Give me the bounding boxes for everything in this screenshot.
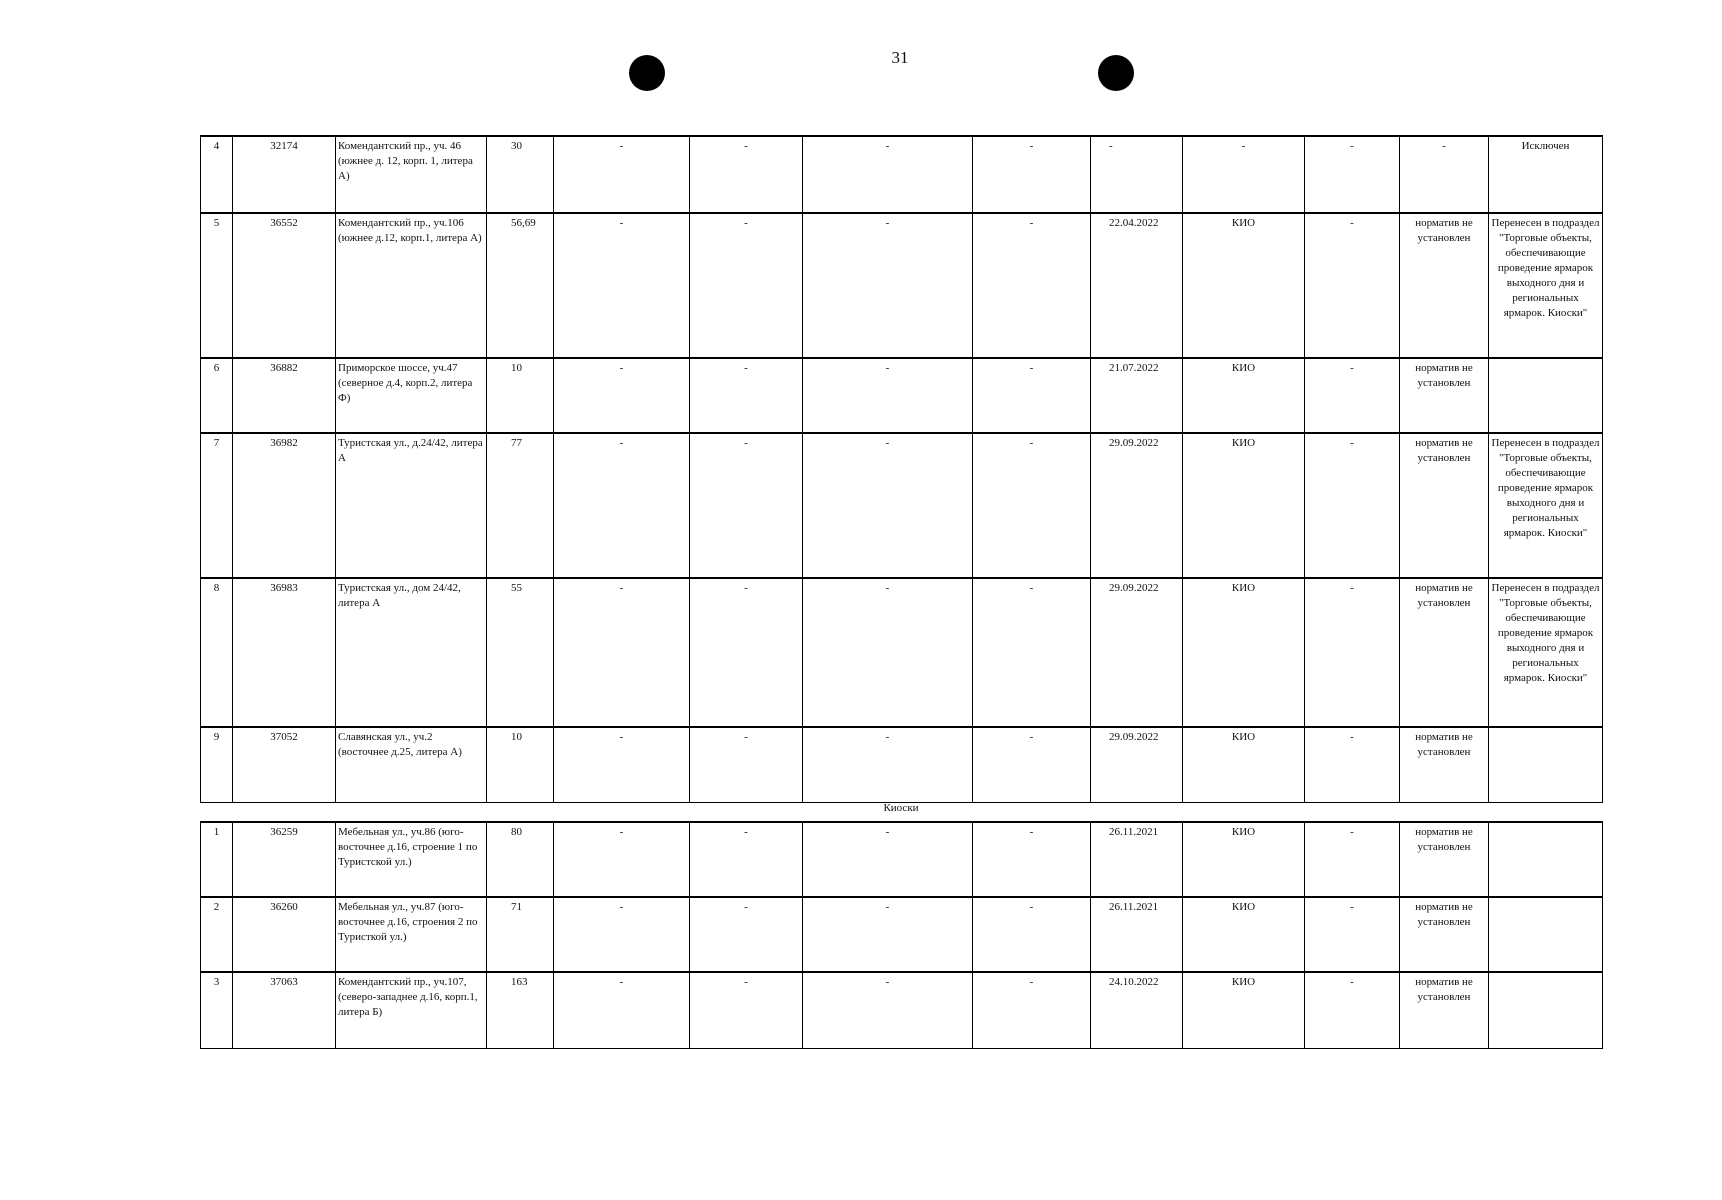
cell-area: 10 — [487, 358, 554, 433]
cell-norm: норматив не установлен — [1400, 897, 1489, 972]
cell-col7: - — [803, 136, 973, 213]
table-row — [201, 972, 1603, 1048]
cell-col8: - — [973, 822, 1091, 897]
cell-col11: - — [1305, 433, 1400, 578]
cell-col8: - — [973, 213, 1091, 358]
cell-number: 4 — [201, 136, 233, 213]
cell-col6: - — [690, 727, 803, 802]
cell-date: 22.04.2022 — [1091, 213, 1183, 358]
cell-norm: - — [1400, 136, 1489, 213]
cell-norm: норматив не установлен — [1400, 433, 1489, 578]
objects-table-main — [200, 135, 1603, 803]
cell-col6: - — [690, 897, 803, 972]
cell-area: 80 — [487, 822, 554, 897]
cell-address: Комендантский пр., уч. 46 (южнее д. 12, корп. 1, литера А) — [336, 136, 487, 213]
cell-col7: - — [803, 822, 973, 897]
cell-col11: - — [1305, 213, 1400, 358]
cell-organization: КИО — [1183, 433, 1305, 578]
section-title-kiosks: Киоски — [883, 802, 919, 814]
cell-number: 8 — [201, 578, 233, 727]
cell-col5: - — [554, 136, 690, 213]
cell-organization: КИО — [1183, 897, 1305, 972]
cell-note — [1489, 972, 1603, 1048]
cell-col6: - — [690, 358, 803, 433]
cell-date: 24.10.2022 — [1091, 972, 1183, 1048]
cell-address: Туристская ул., д.24/42, литера А — [336, 433, 487, 578]
cell-note: Перенесен в подраздел "Торговые объекты, обеспечивающие проведение ярмарок выходного дня и региональных ярмарок. Киоски" — [1489, 578, 1603, 727]
cell-address: Мебельная ул., уч.86 (юго-восточнее д.16, строение 1 по Туристской ул.) — [336, 822, 487, 897]
table-row — [201, 578, 1603, 727]
cell-address: Комендантский пр., уч.107, (северо-западнее д.16, корп.1, литера Б) — [336, 972, 487, 1048]
cell-number: 1 — [201, 822, 233, 897]
table-row — [201, 433, 1603, 578]
cell-organization: КИО — [1183, 822, 1305, 897]
cell-address: Туристская ул., дом 24/42, литера А — [336, 578, 487, 727]
cell-note — [1489, 727, 1603, 802]
cell-col8: - — [973, 358, 1091, 433]
cell-number: 7 — [201, 433, 233, 578]
cell-organization: КИО — [1183, 578, 1305, 727]
cell-number: 9 — [201, 727, 233, 802]
cell-col7: - — [803, 578, 973, 727]
cell-area: 163 — [487, 972, 554, 1048]
cell-area: 71 — [487, 897, 554, 972]
cell-number: 3 — [201, 972, 233, 1048]
cell-col6: - — [690, 433, 803, 578]
cell-area: 10 — [487, 727, 554, 802]
cell-area: 77 — [487, 433, 554, 578]
cell-object-id: 36552 — [233, 213, 336, 358]
cell-area: 30 — [487, 136, 554, 213]
punch-hole-right — [1098, 55, 1134, 91]
cell-col5: - — [554, 897, 690, 972]
cell-organization: - — [1183, 136, 1305, 213]
table-row — [201, 727, 1603, 802]
cell-note: Перенесен в подраздел "Торговые объекты, обеспечивающие проведение ярмарок выходного дня и региональных ярмарок. Киоски" — [1489, 433, 1603, 578]
cell-address: Приморское шоссе, уч.47 (северное д.4, корп.2, литера Ф) — [336, 358, 487, 433]
cell-col8: - — [973, 136, 1091, 213]
cell-area: 56,69 — [487, 213, 554, 358]
cell-norm: норматив не установлен — [1400, 358, 1489, 433]
cell-organization: КИО — [1183, 727, 1305, 802]
cell-object-id: 32174 — [233, 136, 336, 213]
cell-date: 26.11.2021 — [1091, 897, 1183, 972]
cell-number: 5 — [201, 213, 233, 358]
cell-organization: КИО — [1183, 213, 1305, 358]
cell-object-id: 37063 — [233, 972, 336, 1048]
cell-note — [1489, 358, 1603, 433]
cell-object-id: 36882 — [233, 358, 336, 433]
cell-note — [1489, 897, 1603, 972]
page-number: 31 — [891, 48, 909, 67]
cell-col11: - — [1305, 822, 1400, 897]
table-row — [201, 822, 1603, 897]
objects-table-kiosks — [200, 821, 1603, 1049]
table-row — [201, 136, 1603, 213]
cell-col7: - — [803, 358, 973, 433]
cell-area: 55 — [487, 578, 554, 727]
cell-col5: - — [554, 433, 690, 578]
table-row — [201, 358, 1603, 433]
cell-col8: - — [973, 972, 1091, 1048]
cell-col8: - — [973, 897, 1091, 972]
cell-col5: - — [554, 358, 690, 433]
cell-object-id: 36982 — [233, 433, 336, 578]
cell-col6: - — [690, 136, 803, 213]
cell-object-id: 36259 — [233, 822, 336, 897]
cell-norm: норматив не установлен — [1400, 578, 1489, 727]
cell-col7: - — [803, 972, 973, 1048]
cell-date: - — [1091, 136, 1183, 213]
table-row — [201, 897, 1603, 972]
cell-col6: - — [690, 822, 803, 897]
cell-col5: - — [554, 578, 690, 727]
cell-col7: - — [803, 213, 973, 358]
cell-col5: - — [554, 972, 690, 1048]
cell-col7: - — [803, 897, 973, 972]
cell-col8: - — [973, 433, 1091, 578]
cell-note: Перенесен в подраздел "Торговые объекты, обеспечивающие проведение ярмарок выходного дня и региональных ярмарок. Киоски" — [1489, 213, 1603, 358]
cell-col7: - — [803, 727, 973, 802]
cell-date: 29.09.2022 — [1091, 578, 1183, 727]
cell-note: Исключен — [1489, 136, 1603, 213]
cell-organization: КИО — [1183, 358, 1305, 433]
cell-address: Мебельная ул., уч.87 (юго-восточнее д.16, строения 2 по Туристкой ул.) — [336, 897, 487, 972]
cell-col6: - — [690, 578, 803, 727]
punch-hole-left — [629, 55, 665, 91]
cell-object-id: 36260 — [233, 897, 336, 972]
cell-norm: норматив не установлен — [1400, 727, 1489, 802]
cell-date: 21.07.2022 — [1091, 358, 1183, 433]
cell-col11: - — [1305, 972, 1400, 1048]
cell-col11: - — [1305, 897, 1400, 972]
cell-col11: - — [1305, 136, 1400, 213]
cell-norm: норматив не установлен — [1400, 213, 1489, 358]
cell-number: 6 — [201, 358, 233, 433]
cell-date: 29.09.2022 — [1091, 727, 1183, 802]
cell-date: 26.11.2021 — [1091, 822, 1183, 897]
cell-norm: норматив не установлен — [1400, 822, 1489, 897]
cell-col5: - — [554, 213, 690, 358]
cell-note — [1489, 822, 1603, 897]
cell-date: 29.09.2022 — [1091, 433, 1183, 578]
cell-col6: - — [690, 972, 803, 1048]
cell-col11: - — [1305, 358, 1400, 433]
cell-organization: КИО — [1183, 972, 1305, 1048]
cell-address: Славянская ул., уч.2 (восточнее д.25, литера А) — [336, 727, 487, 802]
cell-object-id: 36983 — [233, 578, 336, 727]
table-row — [201, 213, 1603, 358]
cell-col5: - — [554, 822, 690, 897]
cell-number: 2 — [201, 897, 233, 972]
cell-norm: норматив не установлен — [1400, 972, 1489, 1048]
cell-col6: - — [690, 213, 803, 358]
cell-col5: - — [554, 727, 690, 802]
cell-address: Комендантский пр., уч.106 (южнее д.12, корп.1, литера А) — [336, 213, 487, 358]
cell-object-id: 37052 — [233, 727, 336, 802]
cell-col8: - — [973, 727, 1091, 802]
cell-col11: - — [1305, 727, 1400, 802]
cell-col7: - — [803, 433, 973, 578]
cell-col8: - — [973, 578, 1091, 727]
cell-col11: - — [1305, 578, 1400, 727]
